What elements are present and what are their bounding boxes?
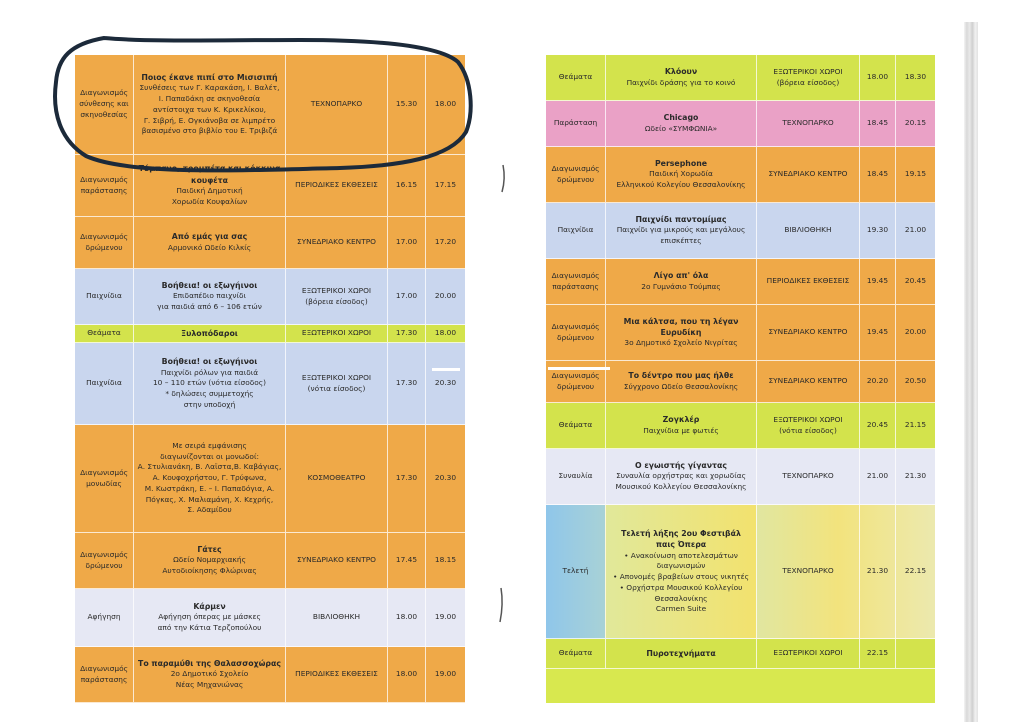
event-start-time: 17.30 bbox=[387, 325, 425, 342]
event-venue: ΤΕΧΝΟΠΑΡΚΟ bbox=[756, 449, 859, 504]
event-venue: ΚΟΣΜΟΘΕΑΤΡΟ bbox=[285, 425, 387, 532]
table-row bbox=[75, 425, 465, 533]
event-venue: ΠΕΡΙΟΔΙΚΕΣ ΕΚΘΕΣΕΙΣ bbox=[285, 155, 387, 216]
table-row bbox=[546, 639, 935, 669]
event-start-time: 18.00 bbox=[387, 647, 425, 702]
event-end-time: 19.15 bbox=[895, 147, 935, 202]
event-detail-line: Σ. Αδαμίδου bbox=[187, 505, 232, 515]
table-row bbox=[75, 325, 465, 343]
event-end-time: 21.30 bbox=[895, 449, 935, 504]
event-end-time: 18.15 bbox=[425, 533, 465, 588]
event-start-time: 18.00 bbox=[387, 589, 425, 646]
left-page bbox=[75, 55, 465, 703]
right-schedule-table bbox=[546, 55, 935, 669]
event-detail-line: Με σειρά εμφάνισης bbox=[172, 440, 247, 450]
event-category: Διαγωνισμός παράστασης bbox=[80, 174, 128, 195]
event-end-time: 18.00 bbox=[425, 325, 465, 342]
event-detail-line: Γ. Σιβρή, Ε. Ογκιάνοβα σε λιμπρέτο bbox=[143, 115, 276, 125]
event-detail-line: • Ανακοίνωση αποτελεσμάτων bbox=[624, 550, 738, 560]
event-title: Κάρμεν bbox=[193, 602, 226, 612]
event-title: Τελετή λήξης 2ου Φεστιβάλ bbox=[621, 529, 741, 538]
event-description bbox=[605, 305, 756, 360]
event-detail-line: Παιχνίδια με φωτιές bbox=[643, 425, 719, 435]
table-row bbox=[75, 155, 465, 217]
event-category: Διαγωνισμός σύνθεσης και σκηνοθεσίας bbox=[79, 88, 129, 119]
event-end-time: 17.20 bbox=[425, 217, 465, 268]
table-row bbox=[75, 533, 465, 589]
event-start-time: 20.45 bbox=[859, 403, 895, 448]
event-end-time bbox=[895, 639, 935, 668]
event-title: Γάτες bbox=[197, 545, 222, 555]
table-row bbox=[546, 505, 935, 639]
event-description bbox=[133, 533, 285, 588]
event-detail-line: Α. Στυλιανάκη, Β. Λαϊστα,Β. Καβάγιας, bbox=[137, 462, 282, 472]
event-detail-line: • Απονομές βραβείων στους νικητές bbox=[613, 572, 749, 582]
event-category: Διαγωνισμός παράστασης bbox=[551, 270, 600, 291]
event-detail-line: διαγωνισμών bbox=[656, 561, 706, 571]
event-category: Τελετή bbox=[562, 566, 589, 576]
event-description bbox=[133, 343, 285, 424]
event-venue: ΠΕΡΙΟΔΙΚΕΣ ΕΚΘΕΣΕΙΣ bbox=[756, 259, 859, 304]
event-detail-line: Παιδική Χορωδία bbox=[649, 169, 713, 179]
event-detail-line: 10 – 110 ετών (νότια είσοδος) bbox=[152, 378, 267, 388]
event-detail-line: Α. Κουφοχρήστου, Γ. Τρύφωνα, bbox=[152, 473, 267, 483]
event-title: Μια κάλτσα, που τη λέγαν Ευρυδίκη bbox=[623, 316, 739, 338]
table-row bbox=[75, 343, 465, 425]
event-detail-line: Χορωδία Κουφαλίων bbox=[171, 196, 248, 206]
event-title: Τύμπανο, τρομπέτα και κόκκινα κουφέτα bbox=[138, 164, 281, 185]
event-detail-line: από την Κάτια Τερζοπούλου bbox=[157, 623, 262, 633]
event-venue: ΒΙΒΛΙΟΘΗΚΗ bbox=[285, 589, 387, 646]
table-row bbox=[546, 449, 935, 505]
event-description bbox=[133, 589, 285, 646]
pen-tick-mark-1 bbox=[502, 165, 504, 192]
event-description bbox=[605, 403, 756, 448]
event-venue: ΣΥΝΕΔΡΙΑΚΟ ΚΕΝΤΡΟ bbox=[285, 533, 387, 588]
event-venue: ΕΞΩΤΕΡΙΚΟΙ ΧΩΡΟΙ (νότια είσοδος) bbox=[756, 403, 859, 448]
event-start-time: 18.45 bbox=[859, 101, 895, 146]
event-category: Διαγωνισμός μονωδίας bbox=[80, 467, 128, 488]
event-end-time: 21.00 bbox=[895, 203, 935, 258]
event-end-time: 20.30 bbox=[425, 343, 465, 424]
event-detail-line: Επιδαπέδιο παιχνίδι bbox=[172, 291, 247, 301]
event-venue: ΕΞΩΤΕΡΙΚΟΙ ΧΩΡΟΙ bbox=[756, 639, 859, 668]
event-start-time: 17.00 bbox=[387, 269, 425, 324]
event-detail-line: 3ο Δημοτικό Σχολείο Νιγρίτας bbox=[624, 338, 738, 348]
event-detail-line: Συναυλία ορχήστρας και χορωδίας bbox=[616, 471, 746, 481]
event-detail-line: Αφήγηση όπερας με μάσκες bbox=[158, 612, 261, 622]
event-description bbox=[133, 217, 285, 268]
event-detail-line: 2ο Γυμνάσιο Τούμπας bbox=[641, 281, 721, 291]
event-detail-line: αντίστοιχα των Κ. Κρικελίκου, bbox=[152, 104, 267, 114]
table-row bbox=[75, 55, 465, 155]
event-category: Παράσταση bbox=[553, 118, 598, 128]
event-description bbox=[605, 101, 756, 146]
event-start-time: 21.30 bbox=[859, 505, 895, 638]
event-category: Θεάματα bbox=[558, 72, 593, 82]
event-start-time: 16.15 bbox=[387, 155, 425, 216]
event-title: Παιχνίδι παντομίμας bbox=[635, 215, 727, 225]
event-category: Συναυλία bbox=[558, 471, 593, 481]
event-detail-line: Ι. Παπαδάκη σε σκηνοθεσία bbox=[158, 94, 261, 104]
event-detail-line: διαγωνίζονται οι μονωδοί: bbox=[160, 451, 259, 461]
event-detail-line: βασισμένο στο βιβλίο του Ε. Τριβιζά bbox=[141, 126, 278, 136]
event-end-time: 17.15 bbox=[425, 155, 465, 216]
event-subtitle: παις Όπερα bbox=[655, 540, 707, 550]
event-detail-line: Θεσσαλονίκης bbox=[654, 593, 708, 603]
event-end-time: 20.15 bbox=[895, 101, 935, 146]
event-detail-line: • Ορχήστρα Μουσικού Κολλεγίου bbox=[619, 582, 743, 592]
event-category: Θεάματα bbox=[558, 420, 593, 430]
event-detail-line: Σύγχρονο Ωδείο Θεσσαλονίκης bbox=[623, 381, 739, 391]
event-category: Παιχνίδια bbox=[86, 378, 122, 388]
event-venue: ΤΕΧΝΟΠΑΡΚΟ bbox=[756, 101, 859, 146]
event-detail-line: Αυτοδιοίκησης Φλώρινας bbox=[162, 566, 257, 576]
event-title: Ο εγωιστής γίγαντας bbox=[634, 461, 728, 471]
event-venue: ΕΞΩΤΕΡΙΚΟΙ ΧΩΡΟΙ (βόρεια είσοδος) bbox=[285, 269, 387, 324]
event-end-time: 19.00 bbox=[425, 647, 465, 702]
event-title: Chicago bbox=[663, 113, 699, 123]
event-venue: ΤΕΧΝΟΠΑΡΚΟ bbox=[285, 55, 387, 154]
event-end-time: 20.50 bbox=[895, 361, 935, 402]
event-description bbox=[605, 147, 756, 202]
event-category: Διαγωνισμός δρώμενου bbox=[551, 321, 600, 342]
event-venue: ΒΙΒΛΙΟΘΗΚΗ bbox=[756, 203, 859, 258]
event-title: Ξυλοπόδαροι bbox=[181, 328, 238, 338]
event-category: Παιχνίδια bbox=[86, 291, 122, 301]
event-description bbox=[133, 269, 285, 324]
event-start-time: 21.00 bbox=[859, 449, 895, 504]
event-description bbox=[605, 639, 756, 668]
event-venue: ΣΥΝΕΔΡΙΑΚΟ ΚΕΝΤΡΟ bbox=[756, 305, 859, 360]
event-title: Ζογκλέρ bbox=[662, 415, 700, 425]
event-detail-line: Παιχνίδι για μικρούς και μεγάλους bbox=[616, 225, 746, 235]
table-row bbox=[75, 647, 465, 703]
event-title: Βοήθεια! οι εξωγήινοι bbox=[161, 357, 258, 367]
event-venue: ΠΕΡΙΟΔΙΚΕΣ ΕΚΘΕΣΕΙΣ bbox=[285, 647, 387, 702]
binding-edge bbox=[964, 22, 978, 722]
event-description bbox=[605, 449, 756, 504]
event-detail-line: * δηλώσεις συμμετοχής bbox=[165, 389, 254, 399]
event-category: Αφήγηση bbox=[87, 612, 121, 622]
event-description bbox=[133, 425, 285, 532]
event-detail-line: για παιδιά από 6 – 106 ετών bbox=[157, 302, 262, 312]
event-detail-line: Ελληνικού Κολεγίου Θεσσαλονίκης bbox=[616, 180, 746, 190]
table-row bbox=[546, 403, 935, 449]
event-detail-line: Νέας Μηχανιώνας bbox=[175, 680, 244, 690]
table-row bbox=[546, 305, 935, 361]
event-detail-line: Παιδική Δημοτική bbox=[176, 186, 243, 196]
event-venue: ΕΞΩΤΕΡΙΚΟΙ ΧΩΡΟΙ (νότια είσοδος) bbox=[285, 343, 387, 424]
table-row bbox=[546, 203, 935, 259]
event-detail-line: Μ. Κωστράκη, Ε. – Ι. Παπαδόγια, Α. bbox=[144, 483, 275, 493]
event-start-time: 17.30 bbox=[387, 343, 425, 424]
event-start-time: 19.30 bbox=[859, 203, 895, 258]
event-description bbox=[133, 325, 285, 342]
event-end-time: 18.30 bbox=[895, 55, 935, 100]
event-description bbox=[133, 155, 285, 216]
event-end-time: 20.00 bbox=[425, 269, 465, 324]
event-end-time: 20.00 bbox=[895, 305, 935, 360]
event-end-time: 20.45 bbox=[895, 259, 935, 304]
event-description bbox=[605, 505, 756, 638]
event-title: Λίγο απ' όλα bbox=[653, 271, 709, 281]
table-row bbox=[75, 269, 465, 325]
event-title: Πυροτεχνήματα bbox=[646, 648, 716, 658]
event-start-time: 18.45 bbox=[859, 147, 895, 202]
event-description bbox=[605, 259, 756, 304]
event-start-time: 17.45 bbox=[387, 533, 425, 588]
event-end-time: 19.00 bbox=[425, 589, 465, 646]
event-start-time: 19.45 bbox=[859, 305, 895, 360]
event-end-time: 22.15 bbox=[895, 505, 935, 638]
event-start-time: 17.30 bbox=[387, 425, 425, 532]
event-category: Διαγωνισμός δρώμενου bbox=[80, 231, 128, 252]
event-description bbox=[605, 55, 756, 100]
event-start-time: 22.15 bbox=[859, 639, 895, 668]
event-description bbox=[605, 361, 756, 402]
table-row bbox=[546, 101, 935, 147]
event-start-time: 17.00 bbox=[387, 217, 425, 268]
event-title: Το παραμύθι της Θαλασσοχώρας bbox=[138, 659, 281, 669]
table-row bbox=[546, 259, 935, 305]
event-detail-line: στην υποδοχή bbox=[183, 399, 236, 409]
fold-mark bbox=[432, 368, 460, 371]
event-venue: ΤΕΧΝΟΠΑΡΚΟ bbox=[756, 505, 859, 638]
event-detail-line: 2ο Δημοτικό Σχολείο bbox=[170, 669, 249, 679]
event-detail-line: επισκέπτες bbox=[660, 236, 702, 246]
event-start-time: 15.30 bbox=[387, 55, 425, 154]
table-row bbox=[546, 147, 935, 203]
event-title: Persephone bbox=[654, 159, 708, 169]
event-description bbox=[133, 55, 285, 154]
event-category: Διαγωνισμός δρώμενου bbox=[551, 370, 600, 391]
event-detail-line: Ωδείο Νομαρχιακής bbox=[173, 555, 246, 565]
event-description bbox=[133, 647, 285, 702]
table-row bbox=[75, 589, 465, 647]
table-row bbox=[75, 217, 465, 269]
event-detail-line: Αρμονικό Ωδείο Κιλκίς bbox=[167, 242, 252, 252]
pen-tick-mark-2 bbox=[500, 588, 502, 622]
left-schedule-table bbox=[75, 55, 465, 703]
event-venue: ΣΥΝΕΔΡΙΑΚΟ ΚΕΝΤΡΟ bbox=[285, 217, 387, 268]
event-detail-line: Παιχνίδι δράσης για το κοινό bbox=[626, 77, 736, 87]
event-category: Παιχνίδια bbox=[557, 225, 594, 235]
event-title: Κλόουν bbox=[664, 67, 698, 77]
event-end-time: 21.15 bbox=[895, 403, 935, 448]
event-title: Ποιος έκανε πιπί στο Μισισιπή bbox=[141, 73, 278, 83]
event-category: Διαγωνισμός δρώμενου bbox=[551, 163, 600, 184]
fold-mark-right bbox=[548, 367, 610, 370]
event-detail-line: Συνθέσεις των Γ. Καρακάση, Ι. Βαλέτ, bbox=[139, 83, 280, 93]
event-venue: ΣΥΝΕΔΡΙΑΚΟ ΚΕΝΤΡΟ bbox=[756, 361, 859, 402]
event-category: Διαγωνισμός δρώμενου bbox=[80, 549, 128, 570]
event-category: Θεάματα bbox=[87, 328, 121, 338]
event-detail-line: Πόγκας, Χ. Μαλιαμάνη, Χ. Κεχρής, bbox=[145, 494, 274, 504]
event-title: Βοήθεια! οι εξωγήινοι bbox=[161, 281, 258, 291]
event-start-time: 20.20 bbox=[859, 361, 895, 402]
event-category: Διαγωνισμός παράστασης bbox=[80, 663, 128, 684]
event-detail-line: Carmen Suite bbox=[655, 604, 707, 614]
event-start-time: 19.45 bbox=[859, 259, 895, 304]
event-end-time: 20.30 bbox=[425, 425, 465, 532]
event-title: Το δέντρο που μας ήλθε bbox=[628, 371, 734, 381]
event-venue: ΣΥΝΕΔΡΙΑΚΟ ΚΕΝΤΡΟ bbox=[756, 147, 859, 202]
event-venue: ΕΞΩΤΕΡΙΚΟΙ ΧΩΡΟΙ bbox=[285, 325, 387, 342]
event-description bbox=[605, 203, 756, 258]
event-title: Από εμάς για σας bbox=[171, 232, 248, 242]
table-row bbox=[546, 55, 935, 101]
event-venue: ΕΞΩΤΕΡΙΚΟΙ ΧΩΡΟΙ (βόρεια είσοδος) bbox=[756, 55, 859, 100]
event-category: Θεάματα bbox=[558, 648, 593, 658]
event-start-time: 18.00 bbox=[859, 55, 895, 100]
event-detail-line: Ωδείο «ΣΥΜΦΩΝΙΑ» bbox=[644, 123, 718, 133]
event-end-time: 18.00 bbox=[425, 55, 465, 154]
event-detail-line: Μουσικού Κολλεγίου Θεσσαλονίκης bbox=[615, 482, 747, 492]
right-page bbox=[546, 55, 935, 703]
event-detail-line: Παιχνίδι ρόλων για παιδιά bbox=[160, 367, 259, 377]
